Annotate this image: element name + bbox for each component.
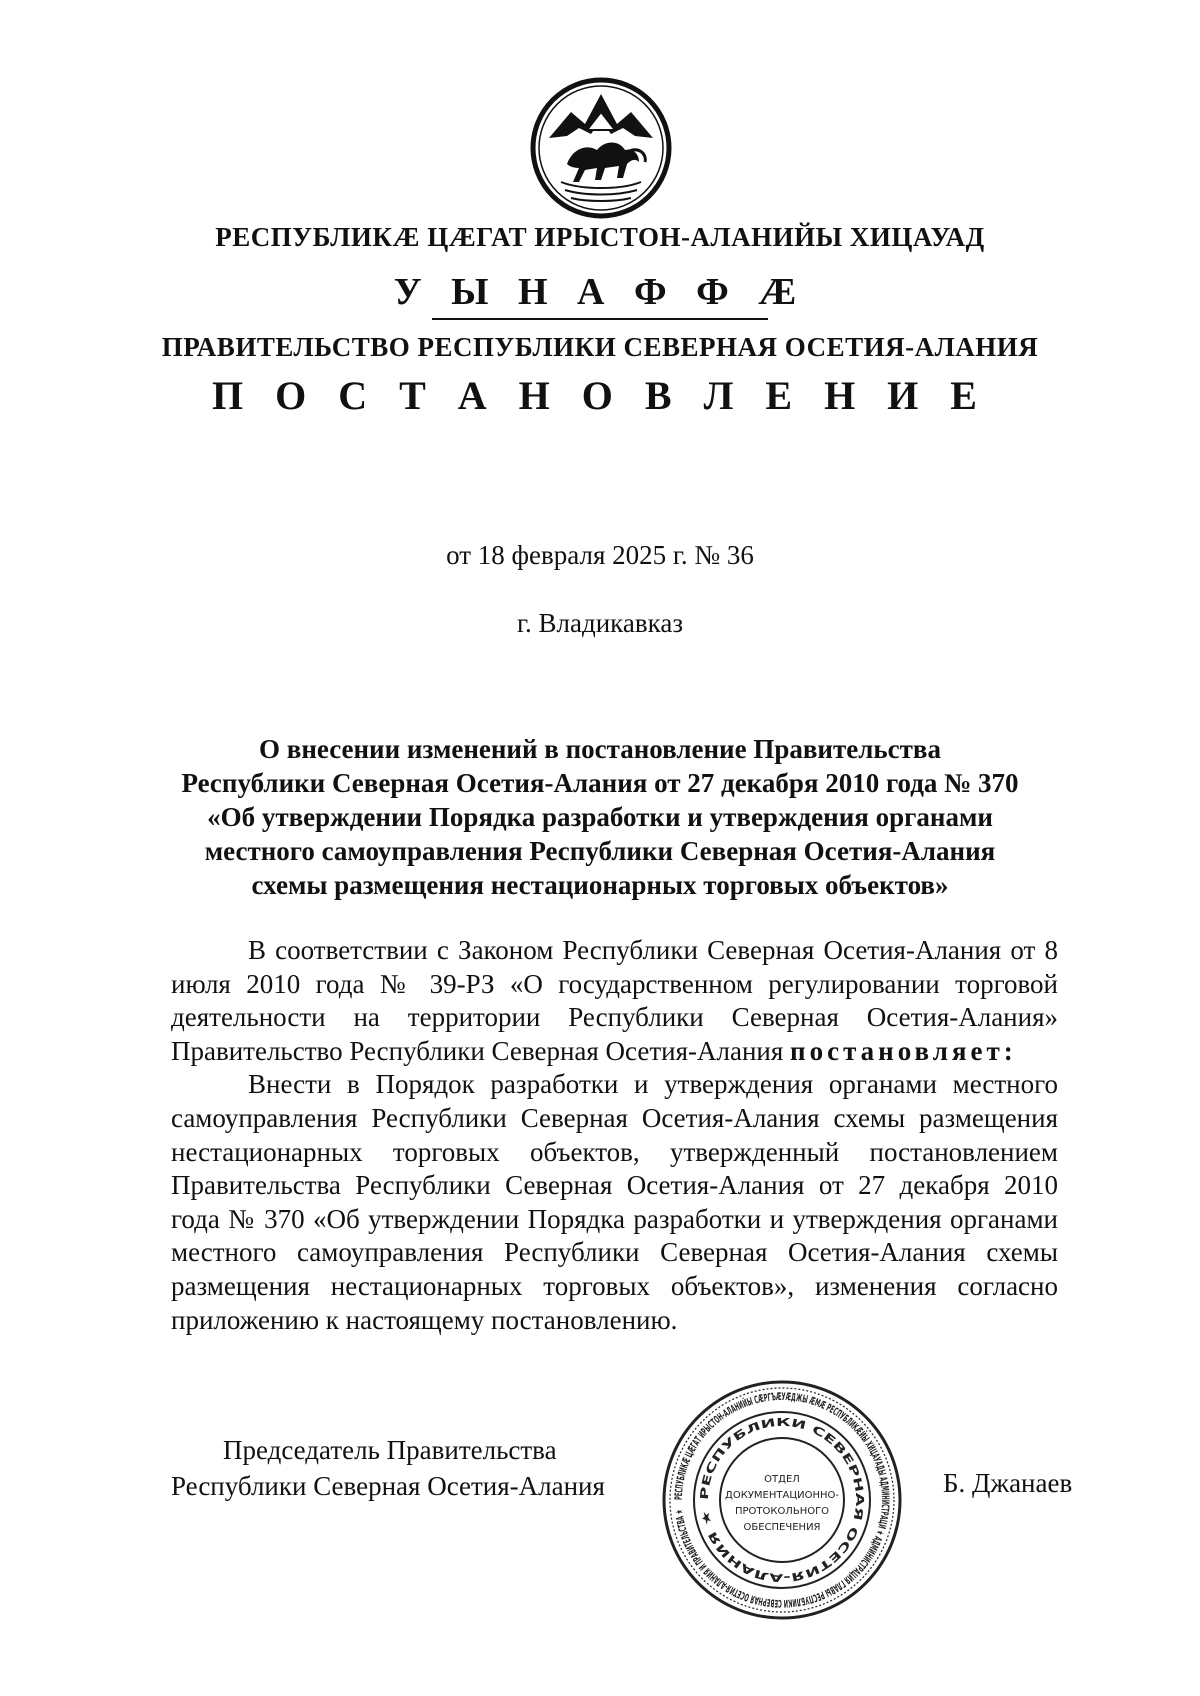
title-line: местного самоуправления Республики Северная Осетия-Алания <box>204 836 996 866</box>
stamp-inner-text: РЕСПУБЛИКИ СЕВЕРНАЯ ОСЕТИЯ-АЛАНИЯ ★ <box>697 1415 867 1585</box>
official-seal-stamp <box>660 1378 904 1622</box>
body-paragraph-operative: Внести в Порядок разработки и утверждения органами местного самоуправления Республики Северная Осетия-Алания схемы размещения нестационарных торговых объектов, утвержденный постановлением Правительства Республики Северная Осетия-Алания от 27 декабря 2010 года № 370 «Об утверждении Порядка разработки и утверждения органами местного самоуправления Республики Северная Осетия-Алания схемы размещения нестационарных торговых объектов», изменения согласно приложению к настоящему постановлению. <box>171 1069 1058 1335</box>
signatory-name: Б. Джанаев <box>943 1468 1073 1498</box>
stamp-center-line: ОБЕСПЕЧЕНИЯ <box>743 1522 821 1533</box>
title-line: «Об утверждении Порядка разработки и утверждения органами <box>207 802 993 832</box>
title-line: Республики Северная Осетия-Алания от 27 декабря 2010 года № 370 <box>181 768 1019 798</box>
preamble-text: В соответствии с Законом Республики Северная Осетия-Алания от 8 июля 2010 года № 39-РЗ «О государственном регулировании торговой деятельности на территории Республики Северная Осетия-Алания» Правительство Республики Северная Осетия-Алания <box>171 935 1058 1066</box>
position-line: Республики Северная Осетия-Алания <box>171 1471 605 1501</box>
title-line: О внесении изменений в постановление Правительства <box>259 734 941 764</box>
decree-date-number: от 18 февраля 2025 г. № 36 <box>446 540 754 570</box>
header-divider <box>432 318 768 320</box>
title-line: схемы размещения нестационарных торговых объектов» <box>251 870 949 900</box>
position-line: Председатель Правительства <box>223 1435 557 1465</box>
coat-of-arms-emblem <box>527 74 675 222</box>
decree-body <box>171 934 1058 1337</box>
signatory-position <box>171 1432 605 1504</box>
stamp-outer-text: РЕСПУБЛИКÆ ЦÆГАТ ИРЫСТОН-АЛАНИЙЫ СÆРГЪÆУÆДЖЫ ÆМÆ РЕСПУБЛИКÆЙЫ ХИЦАУАДЫ АДМИНИСТРАЦИ ★ АДМИНИСТРАЦИЯ ГЛАВЫ РЕСПУБЛИКИ СЕВЕРНАЯ ОСЕТИЯ-АЛАНИЯ И ПРАВИТЕЛЬСТВА ★ <box>672 1390 892 1610</box>
ossetian-decree-heading: У Ы Н А Ф Ф Æ <box>393 271 807 313</box>
stamp-center-line: ДОКУМЕНТАЦИОННО- <box>725 1490 839 1501</box>
russian-decree-heading: П О С Т А Н О В Л Е Н И Е <box>212 373 988 418</box>
decree-city: г. Владикавказ <box>517 608 683 638</box>
decree-title <box>150 732 1050 902</box>
ossetian-government-heading: РЕСПУБЛИКÆ ЦÆГАТ ИРЫСТОН-АЛАНИЙЫ ХИЦАУАД <box>215 222 985 252</box>
russian-government-heading: ПРАВИТЕЛЬСТВО РЕСПУБЛИКИ СЕВЕРНАЯ ОСЕТИЯ-АЛАНИЯ <box>161 332 1039 362</box>
stamp-center-line: ОТДЕЛ <box>764 1474 800 1485</box>
stamp-center-line: ПРОТОКОЛЬНОГО <box>734 1506 830 1517</box>
body-paragraph-preamble <box>171 934 1058 1068</box>
resolves-keyword: постановляет: <box>790 1035 1017 1066</box>
